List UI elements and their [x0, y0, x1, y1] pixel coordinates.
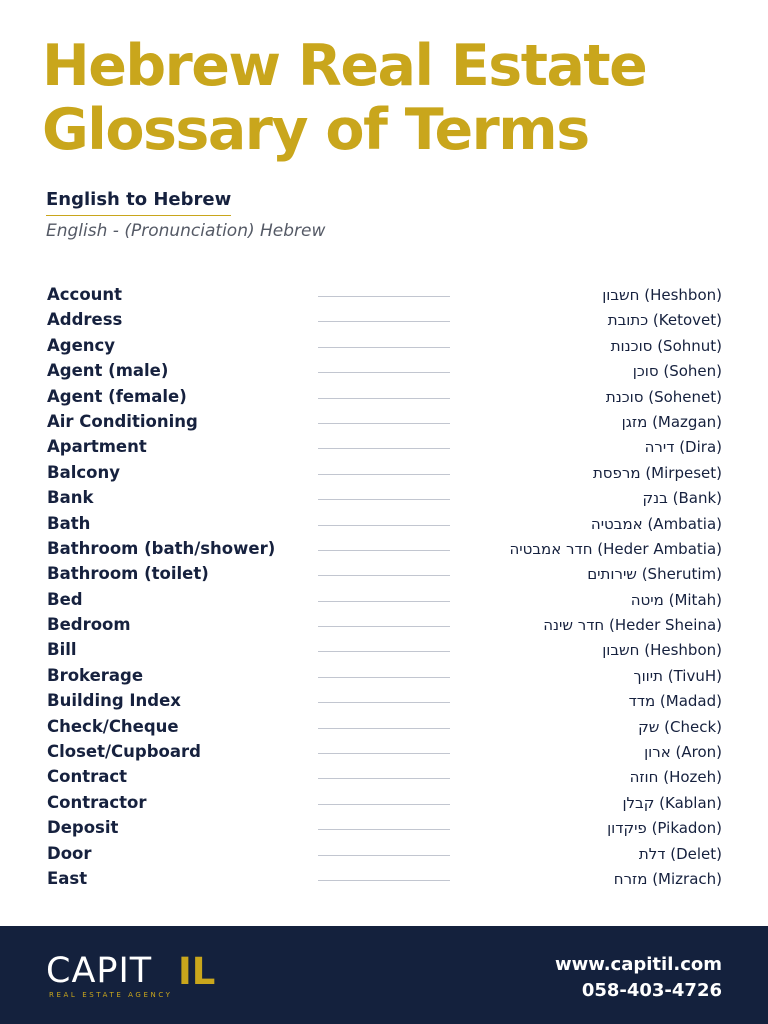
glossary-term: Air Conditioning [47, 411, 198, 431]
glossary-row [0, 435, 768, 460]
glossary-term: East [47, 868, 88, 888]
glossary-row [0, 842, 768, 867]
glossary-row [0, 385, 768, 410]
glossary-row [0, 512, 768, 537]
glossary-term: Deposit [47, 818, 119, 838]
title-line-2: Glossary of Terms [42, 97, 589, 163]
glossary-term: Address [47, 310, 123, 330]
dotted-leader-line [318, 728, 450, 729]
dotted-leader-line [318, 753, 450, 754]
glossary-translation: מדד (Madad) [628, 692, 722, 711]
logo-tagline: REAL ESTATE AGENCY [49, 991, 173, 999]
dotted-leader-line [318, 474, 450, 475]
glossary-term: Check/Cheque [47, 716, 179, 736]
glossary-row [0, 334, 768, 359]
glossary-term: Contractor [47, 792, 147, 812]
logo-accent: IL [178, 950, 216, 993]
dotted-leader-line [318, 448, 450, 449]
page-title [42, 34, 742, 162]
glossary-translation: תיווך (TivuH) [633, 666, 722, 685]
glossary-row [0, 359, 768, 384]
glossary-term: Closet/Cupboard [47, 742, 201, 762]
glossary-translation: קבלן (Kablan) [622, 793, 722, 812]
logo-wordmark: CAPIT [46, 951, 153, 991]
glossary-term: Door [47, 843, 92, 863]
dotted-leader-line [318, 499, 450, 500]
glossary-row [0, 740, 768, 765]
glossary-term: Agent (male) [47, 361, 169, 381]
contact-info [555, 952, 722, 1004]
glossary-term: Bill [47, 640, 77, 660]
glossary-term: Bedroom [47, 615, 131, 635]
dotted-leader-line [318, 372, 450, 373]
glossary-translation: חדר שינה (Heder Sheina) [543, 616, 722, 635]
glossary-row [0, 715, 768, 740]
glossary-row [0, 638, 768, 663]
glossary-translation: סוכן (Sohen) [632, 362, 722, 381]
glossary-row [0, 308, 768, 333]
dotted-leader-line [318, 778, 450, 779]
glossary-term: Agent (female) [47, 386, 187, 406]
glossary-row [0, 410, 768, 435]
glossary-term: Bath [47, 513, 91, 533]
glossary-translation: חשבון (Heshbon) [602, 286, 722, 304]
dotted-leader-line [318, 880, 450, 881]
glossary-row [0, 283, 768, 308]
glossary-term: Bank [47, 488, 94, 508]
glossary-translation: סוכנות (Sohnut) [610, 336, 722, 355]
format-note: English - (Pronunciation) Hebrew [46, 221, 326, 241]
dotted-leader-line [318, 702, 450, 703]
glossary-term: Bed [47, 589, 83, 609]
dotted-leader-line [318, 601, 450, 602]
glossary-term: Building Index [47, 691, 181, 711]
footer [0, 926, 768, 1024]
glossary-term: Brokerage [47, 665, 144, 685]
glossary-row [0, 765, 768, 790]
glossary-row [0, 867, 768, 892]
glossary-row [0, 562, 768, 587]
dotted-leader-line [318, 575, 450, 576]
glossary-term: Contract [47, 767, 128, 787]
title-line-1: Hebrew Real Estate [42, 33, 647, 99]
dotted-leader-line [318, 296, 450, 297]
glossary-term: Bathroom (toilet) [47, 564, 209, 584]
glossary-translation: מרפסת (Mirpeset) [592, 463, 722, 482]
dotted-leader-line [318, 550, 450, 551]
glossary-row [0, 461, 768, 486]
dotted-leader-line [318, 855, 450, 856]
glossary-translation: פיקדון (Pikadon) [607, 819, 722, 838]
dotted-leader-line [318, 347, 450, 348]
glossary-list [0, 283, 768, 892]
glossary-translation: דירה (Dira) [644, 438, 722, 457]
glossary-translation: שק (Check) [638, 717, 722, 736]
dotted-leader-line [318, 398, 450, 399]
glossary-row [0, 791, 768, 816]
glossary-translation: מזרח (Mizrach) [613, 869, 722, 888]
dotted-leader-line [318, 525, 450, 526]
dotted-leader-line [318, 626, 450, 627]
glossary-translation: סוכנת (Sohenet) [605, 387, 722, 406]
dotted-leader-line [318, 321, 450, 322]
glossary-translation: ארון (Aron) [644, 743, 722, 762]
capitil-logo[interactable] [46, 950, 216, 1002]
glossary-translation: חדר אמבטיה (Heder Ambatia) [509, 539, 722, 558]
glossary-translation: חשבון (Heshbon) [602, 641, 722, 660]
glossary-translation: מזגן (Mazgan) [621, 412, 722, 431]
dotted-leader-line [318, 423, 450, 424]
glossary-row [0, 588, 768, 613]
glossary-translation: אמבטיה (Ambatia) [590, 514, 722, 533]
section-subtitle: English to Hebrew [46, 188, 231, 216]
glossary-translation: חוזה (Hozeh) [629, 768, 722, 787]
dotted-leader-line [318, 677, 450, 678]
glossary-translation: מיטה (Mitah) [630, 590, 722, 609]
glossary-term: Balcony [47, 462, 120, 482]
glossary-translation: דלת (Delet) [638, 844, 722, 863]
glossary-row [0, 613, 768, 638]
glossary-row [0, 664, 768, 689]
dotted-leader-line [318, 829, 450, 830]
dotted-leader-line [318, 651, 450, 652]
glossary-term: Agency [47, 335, 116, 355]
phone-number: 058-403-4726 [581, 980, 722, 1001]
glossary-translation: בנק (Bank) [642, 489, 722, 508]
glossary-translation: שירותים (Sherutim) [587, 565, 722, 584]
glossary-term: Bathroom (bath/shower) [47, 538, 276, 558]
glossary-row [0, 486, 768, 511]
website-link[interactable]: www.capitil.com [554, 954, 722, 975]
glossary-row [0, 816, 768, 841]
glossary-term: Apartment [47, 437, 147, 457]
glossary-term: Account [47, 285, 123, 304]
dotted-leader-line [318, 804, 450, 805]
glossary-row [0, 689, 768, 714]
glossary-translation: כתובת (Ketovet) [607, 311, 722, 330]
glossary-row [0, 537, 768, 562]
